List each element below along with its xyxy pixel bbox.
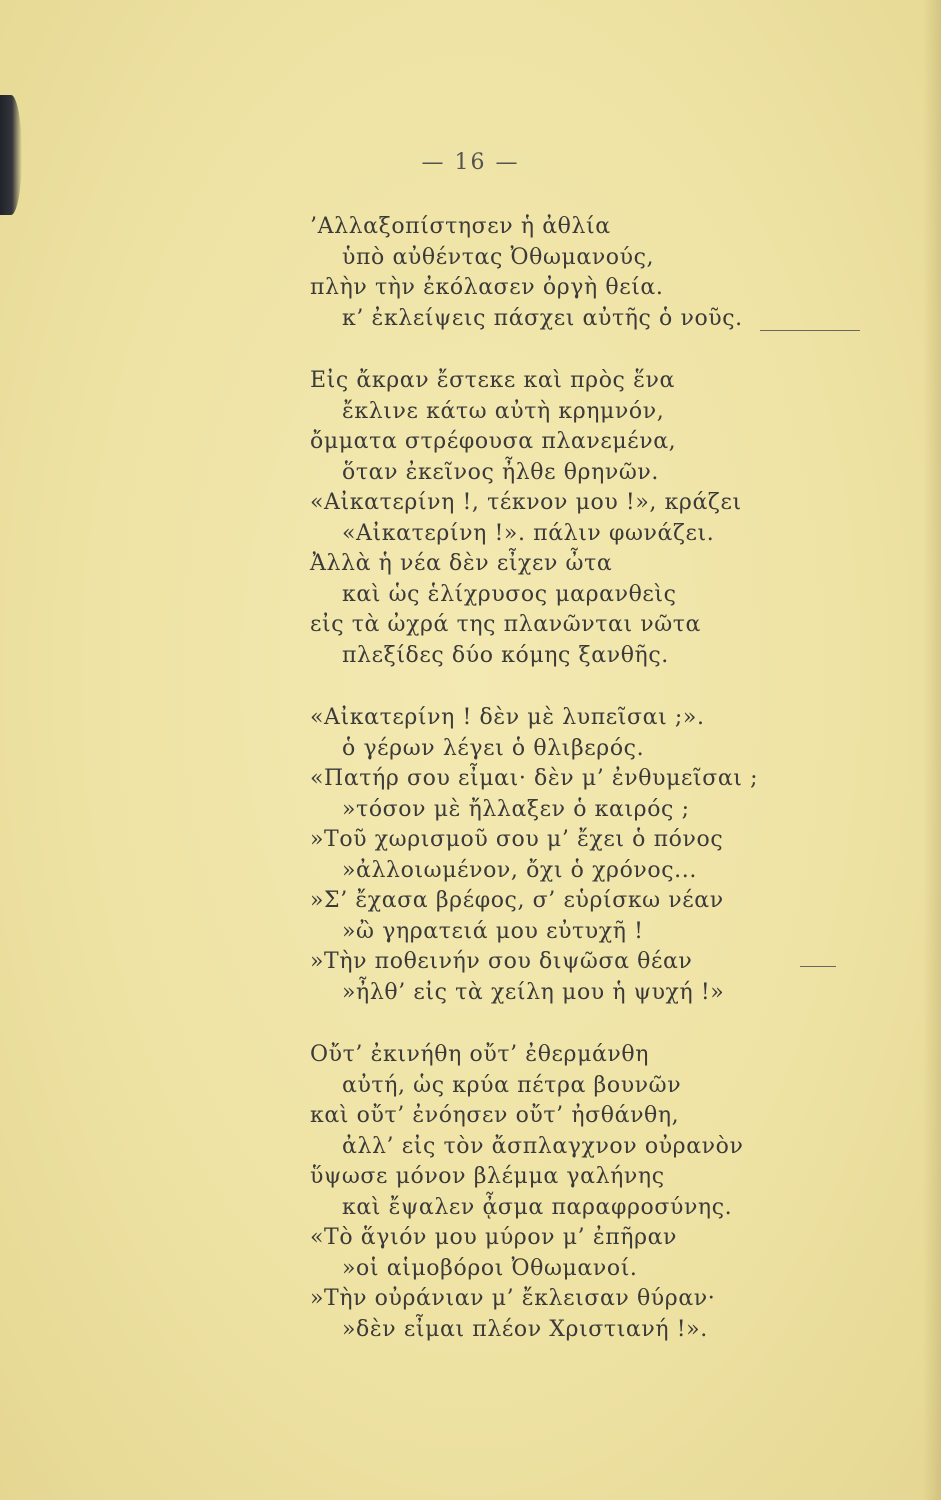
poem-line: »ὢ γηρατειά μου εὐτυχῆ ! [342,918,644,944]
poem-line: »Σ’ ἔχασα βρέφος, σ’ εὑρίσκω νέαν [310,888,724,913]
poem-line: «Αἰκατερίνη !». πάλιν φωνάζει. [342,520,715,546]
poem-line: αὐτή, ὡς κρύα πέτρα βουνῶν [342,1072,682,1098]
poem-line: Οὔτ’ ἐκινήθη οὔτ’ ἐθερμάνθη [310,1042,650,1067]
poem-line: ὕψωσε μόνον βλέμμα γαλήνης [310,1164,665,1189]
poem-line: »δὲν εἶμαι πλέον Χριστιανή !». [342,1316,708,1342]
poem-line: «Αἰκατερίνη !, τέκνον μου !», κράζει [310,490,742,515]
poem-line: «Τὸ ἅγιόν μου μύρον μ’ ἐπῆραν [310,1225,678,1250]
poem-line: «Πατήρ σου εἶμαι· δὲν μ’ ἐνθυμεῖσαι ; [310,766,759,791]
poem-line: κ’ ἐκλείψεις πάσχει αὐτῆς ὁ νοῦς. [342,305,743,331]
poem-line: »οἱ αἱμοβόροι Ὀθωμανοί. [342,1255,638,1281]
stanza-1 [310,212,870,334]
poem-line: Ἀλλὰ ἡ νέα δὲν εἶχεν ὦτα [310,551,613,576]
poem-line: »Τὴν οὐράνιαν μ’ ἔκλεισαν θύραν· [310,1286,716,1311]
poem-line: »ἀλλοιωμένον, ὄχι ὁ χρόνος... [342,857,697,883]
poem-line: ’Αλλαξοπίστησεν ἡ ἀθλία [310,214,611,239]
poem-line: καὶ ἔψαλεν ᾆσμα παραφροσύνης. [342,1194,733,1220]
poem-line: «Αἰκατερίνη ! δὲν μὲ λυπεῖσαι ;». [310,705,705,730]
page-number: — 16 — [421,150,520,175]
poem-line: »Τὴν ποθεινήν σου διψῶσα θέαν [310,949,693,974]
poem-line: ἀλλ’ εἰς τὸν ἄσπλαγχνον οὐρανὸν [342,1133,744,1159]
poem-line: ὁ γέρων λέγει ὁ θλιβερός. [342,735,645,761]
pencil-mark [800,966,836,967]
poem-line: ὄμματα στρέφουσα πλανεμένα, [310,429,677,454]
poem-line: πλὴν τὴν ἐκόλασεν ὀργὴ θεία. [310,275,664,300]
poem-line: καὶ οὔτ’ ἐνόησεν οὔτ’ ἠσθάνθη, [310,1103,680,1128]
poem-line: »τόσον μὲ ἤλλαξεν ὁ καιρός ; [342,796,690,822]
poem-line: ἔκλινε κάτω αὐτὴ κρημνόν, [342,398,665,424]
poem-line: εἰς τὰ ὠχρά της πλανῶνται νῶτα [310,612,702,637]
poem-line: »ἦλθ’ εἰς τὰ χείλη μου ἡ ψυχή !» [342,979,725,1005]
stanza-3 [310,703,870,1008]
poem-line: »Τοῦ χωρισμοῦ σου μ’ ἔχει ὁ πόνος [310,827,724,852]
poem-line: Εἰς ἄκραν ἔστεκε καὶ πρὸς ἕνα [310,368,675,393]
page-edge-shadow [923,0,941,1500]
stanza-4 [310,1040,870,1345]
poem-line: καὶ ὡς ἑλίχρυσος μαρανθεὶς [342,581,677,607]
poem-body [310,212,870,1377]
stanza-2 [310,366,870,671]
poem-line: ὑπὸ αὐθέντας Ὀθωμανούς, [342,244,655,270]
poem-line: ὅταν ἐκεῖνος ἦλθε θρηνῶν. [342,459,659,485]
pencil-mark [760,330,860,331]
poem-line: πλεξίδες δύο κόμης ξανθῆς. [342,642,669,668]
